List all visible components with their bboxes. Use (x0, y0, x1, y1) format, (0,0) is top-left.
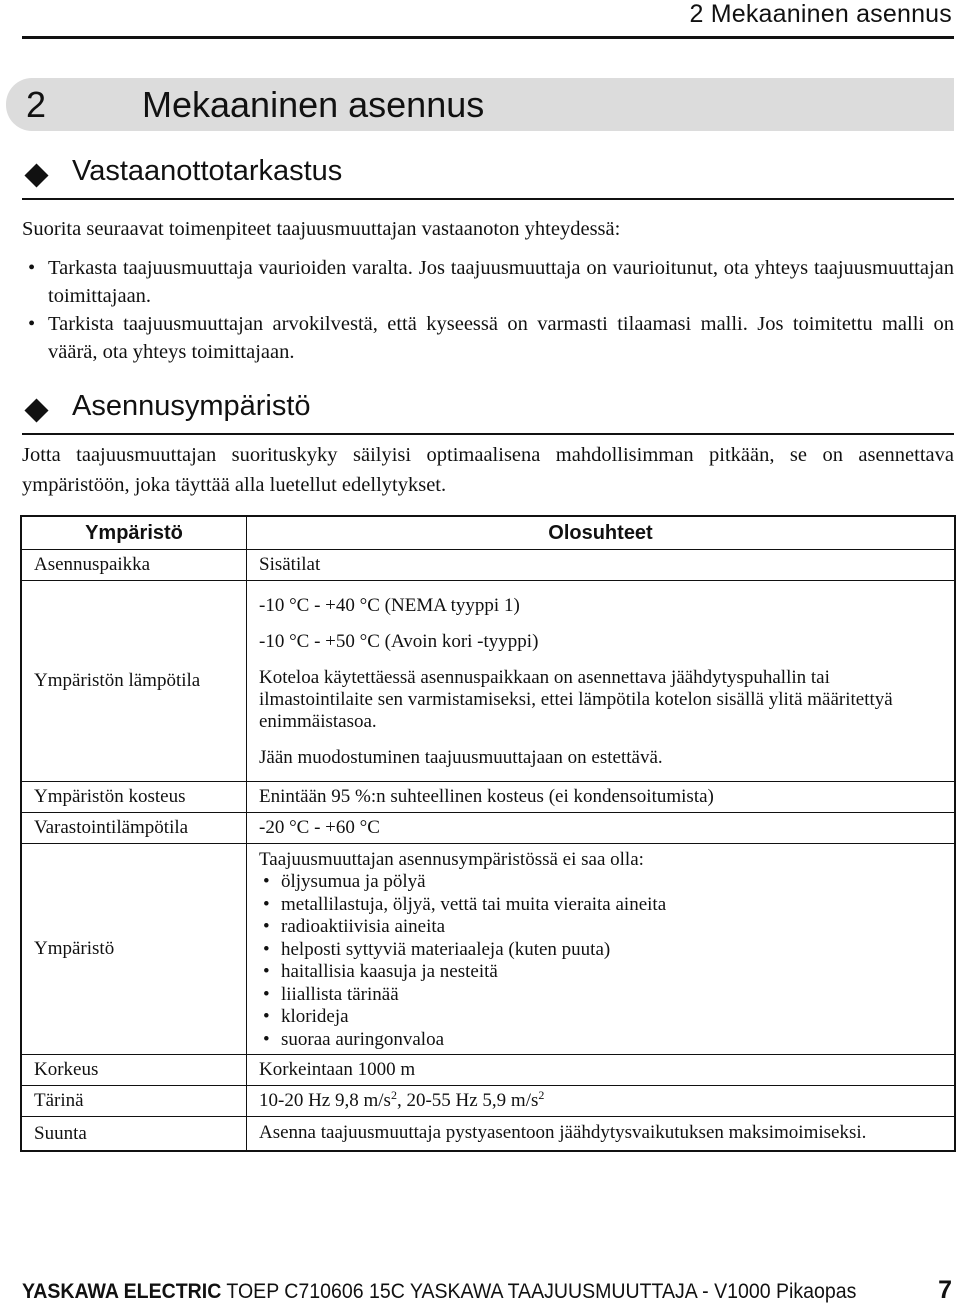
list-item (259, 939, 944, 962)
header-rule (22, 36, 954, 39)
running-header: 2 Mekaaninen asennus (689, 0, 952, 28)
diamond-bullet-icon (24, 163, 48, 187)
vibration-part: , 20-55 Hz 5,9 m/s (396, 1090, 539, 1111)
list-item-text: klorideja (281, 1006, 349, 1027)
list-item-text: haitallisia kaasuja ja nesteitä (281, 961, 498, 982)
bullet-icon: • (28, 257, 36, 279)
list-item-text: öljysumua ja pölyä (281, 871, 426, 892)
bullet-icon: • (263, 938, 270, 960)
list-item-text: helposti syttyviä materiaaleja (kuten puuta) (281, 938, 611, 960)
row-value: Asenna taajuusmuuttaja pystyasentoon jäähdytysvaikutuksen maksimoimiseksi. (247, 1117, 956, 1152)
section-title: Vastaanottotarkastus (72, 155, 343, 187)
superscript: 2 (538, 1088, 545, 1102)
page-number: 7 (938, 1276, 952, 1304)
environment-table (20, 515, 956, 1152)
temperature-range-open: -10 °C - +50 °C (Avoin kori -tyyppi) (259, 631, 539, 652)
row-key: Ympäristön lämpötila (21, 581, 247, 782)
diamond-bullet-icon (24, 398, 48, 422)
bullet-icon: • (263, 983, 270, 1005)
row-key: Suunta (21, 1117, 247, 1152)
section-heading-environment (22, 387, 954, 435)
bullet-icon: • (263, 893, 270, 915)
inspection-bullet-list (22, 254, 954, 366)
bullet-icon: • (263, 1028, 270, 1050)
list-item-text: metallilastuja, öljyä, vettä tai muita vieraita aineita (281, 893, 667, 915)
row-key: Ympäristön kosteus (21, 782, 247, 813)
list-item-text: Tarkasta taajuusmuuttaja vaurioiden varalta. Jos taajuusmuuttaja on vaurioitunut, ota yhteys taajuusmuuttajan toimittajaan. (48, 257, 954, 307)
row-key: Ympäristö (21, 844, 247, 1055)
superscript: 2 (390, 1088, 397, 1102)
footer (22, 1280, 856, 1304)
list-item (22, 254, 954, 310)
row-key: Tärinä (21, 1086, 247, 1117)
chapter-number: 2 (26, 84, 47, 125)
list-item (22, 310, 954, 366)
table-row (21, 1117, 955, 1152)
enclosure-note: Koteloa käytettäessä asennuspaikkaan on asennettava jäähdytyspuhallin tai ilmastointilaite sen varmistamiseksi, ettei lämpötila kotelon sisällä ylitä määritettyä enimmäistasoa. (259, 667, 893, 732)
section-heading-inspection (22, 152, 954, 200)
table-header-row (21, 516, 955, 550)
environment-list-intro: Taajuusmuuttajan asennusympäristössä ei saa olla: (259, 849, 644, 870)
list-item (259, 961, 944, 984)
table-row (21, 1086, 955, 1117)
footer-brand: YASKAWA ELECTRIC (22, 1280, 222, 1303)
row-value (247, 1086, 956, 1117)
row-key: Asennuspaikka (21, 550, 247, 581)
row-key: Korkeus (21, 1055, 247, 1086)
list-item-text: liiallista tärinää (281, 983, 399, 1005)
bullet-icon: • (263, 916, 270, 937)
chapter-title: Mekaaninen asennus (142, 84, 485, 125)
column-header-environment: Ympäristö (21, 516, 247, 550)
list-item (259, 916, 944, 939)
table-row (21, 581, 955, 782)
temperature-range-enclosed: -10 °C - +40 °C (NEMA tyyppi 1) (259, 595, 520, 616)
list-item-text: radioaktiivisia aineita (281, 916, 446, 937)
column-header-conditions: Olosuhteet (247, 516, 956, 550)
bullet-icon: • (263, 1006, 270, 1027)
section-title: Asennusympäristö (72, 390, 311, 422)
table-row (21, 813, 955, 844)
list-item-text: Tarkista taajuusmuuttajan arvokilvestä, että kyseessä on varmasti tilaamasi malli. Jos toimitettu malli on väärä, ota yhteys toimittajaan. (48, 313, 954, 363)
list-item (259, 894, 944, 917)
environment-intro: Jotta taajuusmuuttajan suorituskyky säilyisi optimaalisena mahdollisimman pitkään, se on asennettava ympäristöön, joka täyttää alla luetellut edellytykset. (22, 444, 954, 496)
list-item-text: suoraa auringonvaloa (281, 1028, 445, 1050)
table-row (21, 1055, 955, 1086)
row-value: -20 °C - +60 °C (247, 813, 956, 844)
bullet-icon: • (263, 961, 270, 982)
list-item (259, 1029, 944, 1052)
vibration-part: 10-20 Hz 9,8 m/s (259, 1090, 391, 1111)
list-item (259, 1006, 944, 1029)
list-item (259, 871, 944, 894)
list-item (259, 984, 944, 1007)
chapter-heading (6, 78, 954, 131)
table-row (21, 550, 955, 581)
table-row (21, 782, 955, 813)
table-row (21, 844, 955, 1055)
row-value (247, 581, 956, 782)
row-value: Enintään 95 %:n suhteellinen kosteus (ei kondensoitumista) (247, 782, 956, 813)
bullet-icon: • (28, 313, 36, 335)
ice-note: Jään muodostuminen taajuusmuuttajaan on estettävä. (259, 747, 663, 768)
prohibited-substances-list (259, 871, 944, 1051)
row-value (247, 844, 956, 1055)
row-key: Varastointilämpötila (21, 813, 247, 844)
bullet-icon: • (263, 871, 270, 892)
row-value: Korkeintaan 1000 m (247, 1055, 956, 1086)
row-value: Sisätilat (247, 550, 956, 581)
footer-document: TOEP C710606 15C YASKAWA TAAJUUSMUUTTAJA - V1000 Pikaopas (226, 1280, 857, 1303)
inspection-intro: Suorita seuraavat toimenpiteet taajuusmuuttajan vastaanoton yhteydessä: (22, 218, 621, 240)
